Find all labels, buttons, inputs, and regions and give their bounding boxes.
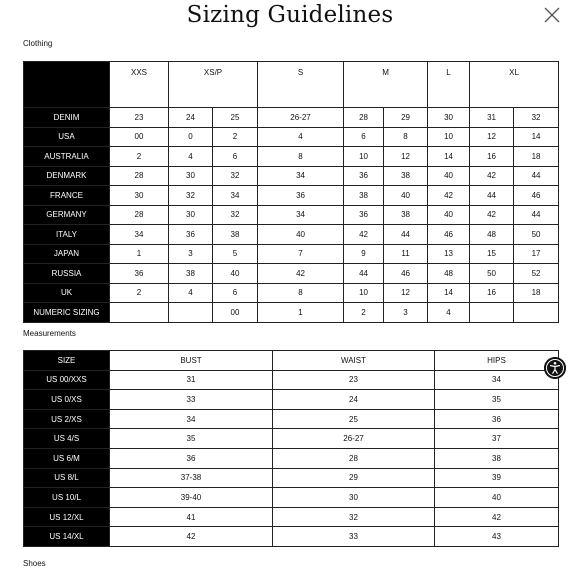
- table-row: [24, 225, 559, 245]
- table-row: [24, 205, 559, 225]
- measurement-waist-cell: 33: [273, 527, 435, 547]
- table-cell: 40: [384, 186, 428, 206]
- measurement-bust-cell: 39-40: [110, 488, 273, 508]
- table-cell: 38: [213, 225, 258, 245]
- table-cell: 8: [258, 283, 344, 303]
- table-cell: 0: [169, 127, 213, 147]
- measurements-header-row: [24, 351, 559, 371]
- table-cell: 8: [258, 147, 344, 167]
- clothing-header-row: [24, 62, 559, 108]
- table-row: [24, 370, 559, 390]
- table-row: [24, 468, 559, 488]
- table-cell: 28: [110, 205, 169, 225]
- row-label: GERMANY: [24, 205, 110, 225]
- table-cell: 14: [428, 147, 470, 167]
- table-cell: 40: [428, 166, 470, 186]
- table-cell: 50: [514, 225, 559, 245]
- table-cell: 44: [344, 264, 384, 284]
- measurement-hips-cell: 40: [435, 488, 559, 508]
- table-cell: 32: [213, 205, 258, 225]
- table-row: [24, 264, 559, 284]
- table-cell: 52: [514, 264, 559, 284]
- table-cell: 11: [384, 244, 428, 264]
- table-cell: 38: [384, 166, 428, 186]
- table-cell: 14: [428, 283, 470, 303]
- table-cell: 40: [428, 205, 470, 225]
- section-label-measurements: Measurements: [23, 329, 76, 338]
- row-label: UK: [24, 283, 110, 303]
- table-cell: 46: [428, 225, 470, 245]
- table-cell: 5: [213, 244, 258, 264]
- measurement-bust-cell: 31: [110, 370, 273, 390]
- measurement-waist-cell: 25: [273, 409, 435, 429]
- measurement-bust-cell: 34: [110, 409, 273, 429]
- clothing-size-header: L: [428, 62, 470, 108]
- table-cell: [110, 303, 169, 323]
- table-cell: 29: [384, 108, 428, 128]
- measurement-hips-cell: 37: [435, 429, 559, 449]
- size-label: US 6/M: [24, 448, 110, 468]
- measurements-column-header: WAIST: [273, 351, 435, 371]
- measurements-column-header: SIZE: [24, 351, 110, 371]
- size-label: US 10/L: [24, 488, 110, 508]
- measurements-column-header: HIPS: [435, 351, 559, 371]
- table-cell: 00: [213, 303, 258, 323]
- size-label: US 0/XS: [24, 390, 110, 410]
- table-cell: 1: [258, 303, 344, 323]
- table-cell: 30: [169, 166, 213, 186]
- measurement-hips-cell: 35: [435, 390, 559, 410]
- table-cell: 4: [169, 147, 213, 167]
- table-cell: 48: [428, 264, 470, 284]
- table-cell: 12: [384, 147, 428, 167]
- table-cell: 34: [213, 186, 258, 206]
- size-label: US 12/XL: [24, 507, 110, 527]
- table-cell: 32: [213, 166, 258, 186]
- measurement-bust-cell: 37-38: [110, 468, 273, 488]
- table-cell: 18: [514, 147, 559, 167]
- table-cell: 38: [344, 186, 384, 206]
- table-cell: 2: [110, 147, 169, 167]
- table-cell: 32: [514, 108, 559, 128]
- accessibility-icon[interactable]: [544, 357, 566, 379]
- size-label: US 00/XXS: [24, 370, 110, 390]
- table-cell: 48: [470, 225, 514, 245]
- row-label: DENIM: [24, 108, 110, 128]
- table-cell: 36: [344, 166, 384, 186]
- table-row: [24, 527, 559, 547]
- table-cell: [169, 303, 213, 323]
- table-row: [24, 186, 559, 206]
- modal-title: Sizing Guidelines: [186, 2, 394, 28]
- table-row: [24, 488, 559, 508]
- table-row: [24, 303, 559, 323]
- clothing-size-header: S: [258, 62, 344, 108]
- table-cell: 15: [470, 244, 514, 264]
- table-cell: 4: [428, 303, 470, 323]
- row-label: DENMARK: [24, 166, 110, 186]
- clothing-size-header: XXS: [110, 62, 169, 108]
- table-cell: 2: [213, 127, 258, 147]
- clothing-size-table: [23, 61, 559, 323]
- table-cell: 18: [514, 283, 559, 303]
- measurements-table: [23, 350, 559, 547]
- measurement-hips-cell: 36: [435, 409, 559, 429]
- table-cell: 42: [428, 186, 470, 206]
- size-label: US 2/XS: [24, 409, 110, 429]
- table-row: [24, 283, 559, 303]
- table-row: [24, 244, 559, 264]
- table-row: [24, 409, 559, 429]
- table-cell: 42: [470, 205, 514, 225]
- table-cell: 34: [258, 205, 344, 225]
- table-cell: 4: [258, 127, 344, 147]
- table-cell: 40: [258, 225, 344, 245]
- table-cell: 44: [384, 225, 428, 245]
- table-cell: 12: [384, 283, 428, 303]
- table-cell: 26-27: [258, 108, 344, 128]
- table-cell: 7: [258, 244, 344, 264]
- row-label: RUSSIA: [24, 264, 110, 284]
- table-cell: 16: [470, 147, 514, 167]
- section-label-shoes: Shoes: [23, 559, 46, 568]
- table-cell: 36: [169, 225, 213, 245]
- table-cell: 10: [428, 127, 470, 147]
- table-row: [24, 127, 559, 147]
- table-cell: 10: [344, 283, 384, 303]
- size-label: US 8/L: [24, 468, 110, 488]
- clothing-size-header: XS/P: [169, 62, 258, 108]
- table-cell: 32: [169, 186, 213, 206]
- table-cell: 17: [514, 244, 559, 264]
- clothing-corner-cell: [24, 62, 110, 108]
- clothing-size-header: XL: [470, 62, 559, 108]
- table-cell: 3: [169, 244, 213, 264]
- table-cell: 6: [213, 283, 258, 303]
- table-cell: [470, 303, 514, 323]
- table-cell: 30: [428, 108, 470, 128]
- table-cell: 36: [344, 205, 384, 225]
- table-row: [24, 507, 559, 527]
- table-cell: 25: [213, 108, 258, 128]
- table-cell: 44: [470, 186, 514, 206]
- table-cell: 2: [344, 303, 384, 323]
- table-cell: 38: [169, 264, 213, 284]
- table-row: [24, 147, 559, 167]
- measurement-waist-cell: 28: [273, 448, 435, 468]
- size-label: US 14/XL: [24, 527, 110, 547]
- table-cell: 46: [384, 264, 428, 284]
- table-cell: 38: [384, 205, 428, 225]
- table-cell: 40: [213, 264, 258, 284]
- measurement-hips-cell: 43: [435, 527, 559, 547]
- table-cell: 6: [213, 147, 258, 167]
- measurement-waist-cell: 23: [273, 370, 435, 390]
- table-cell: [514, 303, 559, 323]
- table-cell: 36: [110, 264, 169, 284]
- row-label: USA: [24, 127, 110, 147]
- measurement-bust-cell: 41: [110, 507, 273, 527]
- table-cell: 30: [110, 186, 169, 206]
- size-label: US 4/S: [24, 429, 110, 449]
- table-cell: 42: [470, 166, 514, 186]
- measurement-hips-cell: 34: [435, 370, 559, 390]
- table-row: [24, 448, 559, 468]
- table-cell: 13: [428, 244, 470, 264]
- table-cell: 1: [110, 244, 169, 264]
- table-cell: 30: [169, 205, 213, 225]
- measurement-hips-cell: 38: [435, 448, 559, 468]
- table-cell: 12: [470, 127, 514, 147]
- measurement-bust-cell: 35: [110, 429, 273, 449]
- table-cell: 44: [514, 205, 559, 225]
- table-cell: 28: [344, 108, 384, 128]
- close-icon[interactable]: [543, 6, 561, 24]
- table-cell: 9: [344, 244, 384, 264]
- table-cell: 3: [384, 303, 428, 323]
- table-cell: 46: [514, 186, 559, 206]
- table-row: [24, 390, 559, 410]
- table-cell: 10: [344, 147, 384, 167]
- table-row: [24, 108, 559, 128]
- table-cell: 28: [110, 166, 169, 186]
- table-cell: 44: [514, 166, 559, 186]
- table-cell: 24: [169, 108, 213, 128]
- table-cell: 16: [470, 283, 514, 303]
- table-cell: 34: [110, 225, 169, 245]
- table-cell: 36: [258, 186, 344, 206]
- table-cell: 42: [258, 264, 344, 284]
- row-label: AUSTRALIA: [24, 147, 110, 167]
- row-label: ITALY: [24, 225, 110, 245]
- table-cell: 2: [110, 283, 169, 303]
- measurement-waist-cell: 30: [273, 488, 435, 508]
- table-row: [24, 166, 559, 186]
- row-label: NUMERIC SIZING: [24, 303, 110, 323]
- measurement-hips-cell: 42: [435, 507, 559, 527]
- table-cell: 4: [169, 283, 213, 303]
- measurement-waist-cell: 24: [273, 390, 435, 410]
- table-cell: 42: [344, 225, 384, 245]
- table-cell: 00: [110, 127, 169, 147]
- table-cell: 6: [344, 127, 384, 147]
- clothing-size-header: M: [344, 62, 428, 108]
- measurement-waist-cell: 29: [273, 468, 435, 488]
- table-cell: 34: [258, 166, 344, 186]
- table-cell: 50: [470, 264, 514, 284]
- measurement-bust-cell: 42: [110, 527, 273, 547]
- table-row: [24, 429, 559, 449]
- measurement-bust-cell: 36: [110, 448, 273, 468]
- measurements-column-header: BUST: [110, 351, 273, 371]
- table-cell: 8: [384, 127, 428, 147]
- row-label: JAPAN: [24, 244, 110, 264]
- section-label-clothing: Clothing: [23, 39, 53, 48]
- table-cell: 14: [514, 127, 559, 147]
- table-cell: 31: [470, 108, 514, 128]
- measurement-bust-cell: 33: [110, 390, 273, 410]
- measurement-waist-cell: 32: [273, 507, 435, 527]
- measurement-waist-cell: 26-27: [273, 429, 435, 449]
- row-label: FRANCE: [24, 186, 110, 206]
- measurement-hips-cell: 39: [435, 468, 559, 488]
- table-cell: 23: [110, 108, 169, 128]
